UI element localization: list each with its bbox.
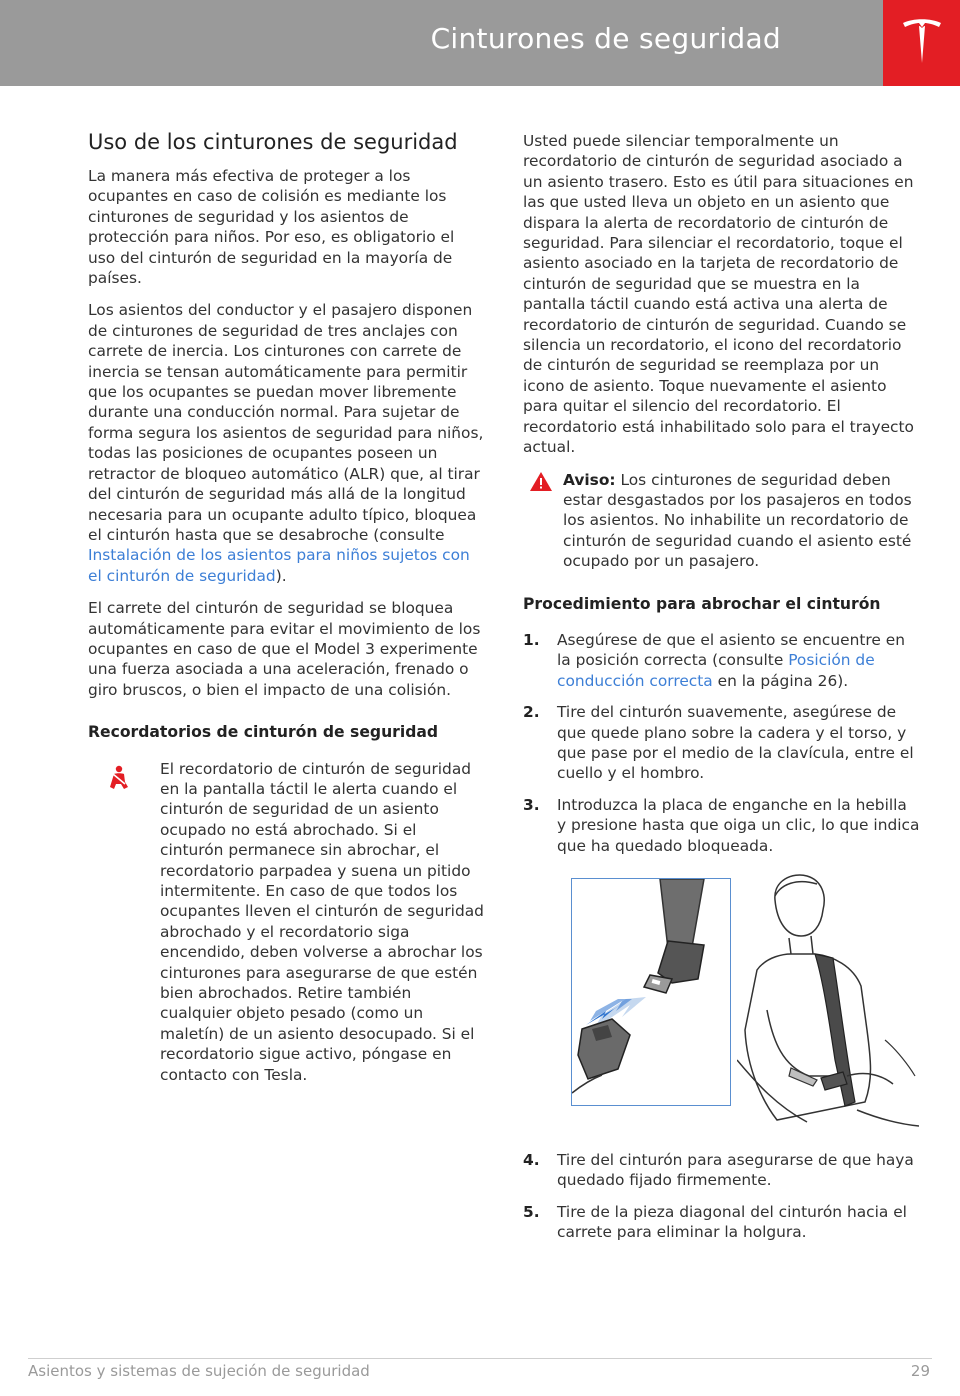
buckle-illustration [523,870,920,1140]
step-number: 3. [523,795,540,814]
warning-label: Aviso: [563,470,616,489]
section-heading: Uso de los cinturones de seguridad [88,130,458,154]
step-number: 5. [523,1202,540,1221]
paragraph-anchors [88,300,484,586]
text: Los asientos del conductor y el pasajero disponen de cinturones de seguridad de tres anclajes con carrete de inercia. Los cinturones con carrete de inercia se tensan automáticamente para permitir que los ocupantes se puedan mover libremente durante una conducción normal. Para sujetar de forma segura los asientos de seguridad para niños, todas las posiciones de ocupantes poseen un retractor de bloqueo automático (ALR) que, al tirar del cinturón de seguridad más allá de la longitud necesaria para un ocupante adulto típico, bloquea el cinturón hasta que se desabroche (consulte [88,301,484,544]
paragraph-locking: El carrete del cinturón de seguridad se bloquea automáticamente para evitar el movimiento de los ocupantes en caso de que el Model 3 experimente una fuerza asociada a una aceleración, frenado o giro bruscos, o bien el impacto de una colisión. [88,599,481,699]
step-text: en la página 26). [712,671,849,690]
subheading-procedure: Procedimiento para abrochar el cinturón [523,594,881,613]
driving-position-link[interactable]: Posición de conducción correcta [557,651,875,690]
list-item [523,795,920,856]
steps-list [523,630,920,856]
step-text: Tire del cinturón suavemente, asegúrese de que quede plano sobre la cadera y el torso, y que pase por el medio de la clavícula, entre el cuello y el hombro. [557,703,914,783]
seatbelt-reminder-icon [108,765,130,791]
steps-list-continued [523,1150,920,1243]
buckle-detail-image [571,878,731,1106]
list-item [523,630,920,691]
step-text: Tire de la pieza diagonal del cinturón hacia el carrete para eliminar la holgura. [557,1202,907,1242]
right-column [523,131,920,1254]
child-seat-link[interactable]: Instalación de los asientos para niños sujetos con el cinturón de seguridad [88,546,470,585]
paragraph-intro: La manera más efectiva de proteger a los ocupantes en caso de colisión es mediante los cinturones de seguridad y los asientos de protección para niños. Por eso, es obligatorio el uso del cinturón de seguridad en la mayoría de países. [88,167,455,288]
page-header [0,0,883,86]
text: ). [275,566,287,585]
paragraph-silence: Usted puede silenciar temporalmente un recordatorio de cinturón de seguridad asociado a un asiento trasero. Esto es útil para situaciones en las que usted lleva un objeto en un asiento que dispara la alerta de recordatorio de cinturón de seguridad. Para silenciar el recordatorio, toque el asiento asociado en la tarjeta de recordatorio de cinturón de seguridad que se muestra en la pantalla táctil cuando está activa una alerta de recordatorio de cinturón de seguridad. Cuando se silencia un recordatorio, el icono del recordatorio de cinturón de seguridad se reemplaza por un icono de asiento. Toque nuevamente el asiento para quitar el silencio del recordatorio. El recordatorio está inhabilitado solo para el trayecto actual. [523,132,914,457]
buckle-detail-drawing [572,879,730,1105]
list-item [523,702,920,784]
reminder-text: El recordatorio de cinturón de seguridad en la pantalla táctil le alerta cuando el cinturón de seguridad de un asiento ocupado no está abrochado. Si el cinturón permanece sin abrochar, el recordatorio parpadea y suena un pitido intermitente. En caso de que todos los ocupantes lleven el cinturón de seguridad abrochado y el recordatorio siga encendido, deben volverse a abrochar los cinturones para asegurarse de que estén bien abrochados. Retire también cualquier objeto pesado (como un maletín) de un asiento desocupado. Si el recordatorio sigue activo, póngase en contacto con Tesla. [160,759,484,1084]
page-title: Cinturones de seguridad [430,22,781,55]
subheading-reminders: Recordatorios de cinturón de seguridad [88,723,439,742]
occupant-drawing [737,870,919,1136]
brand-logo [883,0,960,86]
list-item [523,1202,920,1243]
step-number: 2. [523,703,540,722]
step-text: Tire del cinturón para asegurarse de que haya quedado fijado firmemente. [557,1151,914,1190]
warning-text: Los cinturones de seguridad deben estar desgastados por los pasajeros en todos los asientos. No inhabilite un recordatorio de cinturón de seguridad cuando el asiento esté ocupado por un pasajero. [563,470,912,571]
footer-section-title: Asientos y sistemas de sujeción de seguridad [28,1362,370,1380]
step-number: 4. [523,1151,540,1169]
step-text: Introduzca la placa de enganche en la hebilla y presione hasta que oiga un clic, lo que indica que ha quedado bloqueada. [557,795,920,855]
warning-triangle-icon [529,471,553,492]
page-footer [28,1358,932,1380]
tesla-logo-icon [901,17,943,67]
left-column [88,128,484,1085]
page-number: 29 [910,1362,930,1380]
occupant-buckling-image [737,870,919,1141]
step-text: Asegúrese de que el asiento se encuentre en la posición correcta (consulte [557,630,905,670]
seatbelt-reminder-block [88,759,484,1086]
list-item [523,1150,920,1191]
warning-block [523,470,920,572]
step-number: 1. [523,630,540,649]
